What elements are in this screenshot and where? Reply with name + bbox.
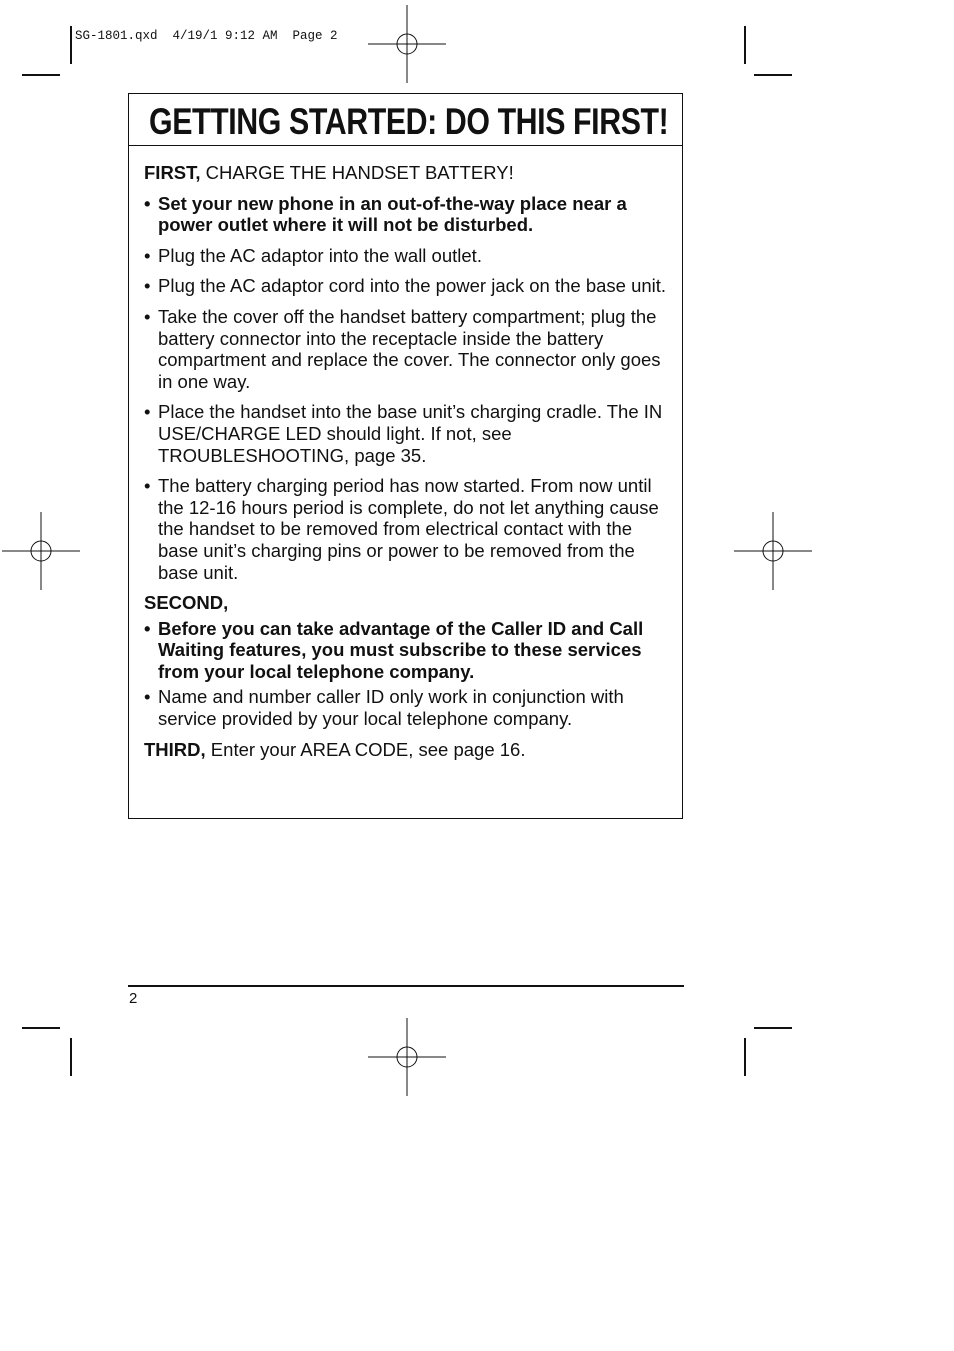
registration-mark-bottom-icon xyxy=(368,1018,446,1096)
title-bar xyxy=(129,94,682,146)
second-label: SECOND, xyxy=(144,592,229,614)
registration-mark-left-icon xyxy=(2,512,80,590)
third-label: THIRD, xyxy=(144,738,206,760)
first-step-heading xyxy=(144,162,672,184)
crop-mark-bottom-left-v xyxy=(70,1038,72,1076)
crop-mark-top-left-h xyxy=(22,74,60,76)
crop-mark-top-right-h xyxy=(754,74,792,76)
registration-mark-top-icon xyxy=(368,5,446,83)
first-text: CHARGE THE HANDSET BATTERY! xyxy=(200,162,514,183)
third-text: Enter your AREA CODE, see page 16. xyxy=(205,738,526,760)
list-item: • Plug the AC adaptor into the wall outlet. xyxy=(144,245,672,267)
crop-mark-top-left-v xyxy=(70,26,72,64)
crop-mark-bottom-right-v xyxy=(744,1038,746,1076)
list-item: • Plug the AC adaptor cord into the power jack on the base unit. xyxy=(144,275,672,297)
list-item: • Set your new phone in an out-of-the-way place near a power outlet where it will not be disturbed. xyxy=(144,193,672,236)
list-item: • Take the cover off the handset battery compartment; plug the battery connector into the receptacle inside the battery compartment and replace the cover. The connector only goes in one way. xyxy=(144,306,672,392)
page-number: 2 xyxy=(129,990,138,1007)
print-slug: SG-1801.qxd 4/19/1 9:12 AM Page 2 xyxy=(75,29,338,43)
page-title: GETTING STARTED: DO THIS FIRST! xyxy=(148,101,668,142)
instruction-box xyxy=(128,93,683,819)
crop-mark-bottom-right-h xyxy=(754,1027,792,1029)
third-step xyxy=(144,739,672,761)
registration-mark-right-icon xyxy=(734,512,812,590)
crop-mark-bottom-left-h xyxy=(22,1027,60,1029)
instructions-content xyxy=(144,162,672,769)
list-item: • Before you can take advantage of the Caller ID and Call Waiting features, you must subscribe to these services from your local telephone company. xyxy=(144,618,672,683)
crop-mark-top-right-v xyxy=(744,26,746,64)
list-item: • Place the handset into the base unit’s charging cradle. The IN USE/CHARGE LED should light. If not, see TROUBLESHOOTING, page 35. xyxy=(144,401,672,466)
list-item: • The battery charging period has now started. From now until the 12-16 hours period is complete, do not let anything cause the handset to be removed from electrical contact with the base unit’s charging pins or power to be removed from the base unit. xyxy=(144,475,672,583)
footer-rule xyxy=(128,985,684,987)
first-label: FIRST, xyxy=(144,162,201,183)
list-item: • Name and number caller ID only work in conjunction with service provided by your local telephone company. xyxy=(144,686,672,729)
